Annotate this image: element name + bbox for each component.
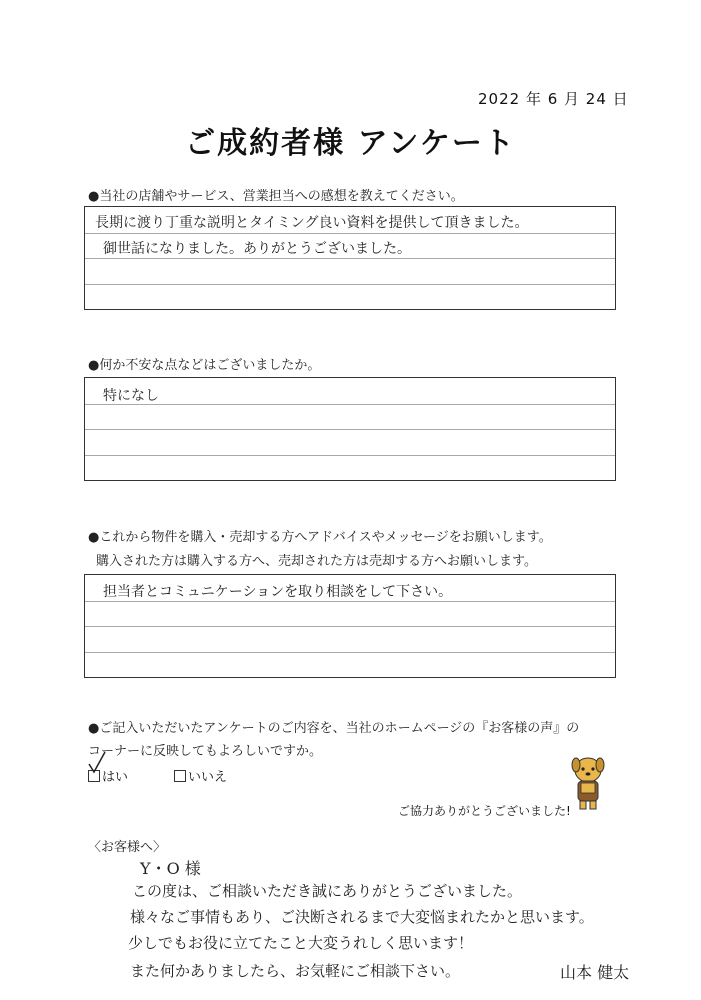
- answer-line: 担当者とコミュニケーションを取り相談をして下さい。: [103, 584, 453, 600]
- dog-mascot-icon: [568, 755, 608, 813]
- answer-box-advice: [84, 574, 616, 678]
- question-advice-line1: ●これから物件を購入・売却する方へアドバイスやメッセージをお願いします。: [88, 530, 552, 545]
- page-title: ご成約者様 アンケート: [185, 126, 516, 161]
- answer-line: 特になし: [103, 388, 159, 404]
- thanks-message: ご協力ありがとうございました!: [398, 804, 571, 818]
- option-no-label: いいえ: [188, 770, 228, 785]
- option-no[interactable]: [174, 766, 227, 785]
- reply-line: この度は、ご相談いただき誠にありがとうございました。: [132, 882, 523, 900]
- checkmark-icon: [86, 750, 108, 776]
- reply-line: また何かありましたら、お気軽にご相談下さい。: [130, 962, 461, 980]
- reply-addressee: Y・O 様: [140, 859, 201, 878]
- survey-date: 2022 年 6 月 24 日: [478, 90, 629, 108]
- answer-box-impressions: [84, 206, 616, 310]
- question-impressions: ●当社の店舗やサービス、営業担当への感想を教えてください。: [88, 189, 464, 204]
- reply-line: 様々なご事情もあり、ご決断されるまで大変悩まれたかと思います。: [130, 908, 594, 926]
- answer-line: 御世話になりました。ありがとうございました。: [103, 241, 411, 257]
- reply-signature: 山本 健太: [560, 963, 630, 982]
- question-publish-line1: ●ご記入いただいたアンケートのご内容を、当社のホームページの『お客様の声』の: [88, 721, 580, 736]
- checkbox-no[interactable]: [174, 770, 186, 782]
- answer-line: 長期に渡り丁重な説明とタイミング良い資料を提供して頂きました。: [95, 215, 529, 231]
- reply-line: 少しでもお役に立てたこと大変うれしく思います！: [128, 934, 474, 952]
- question-advice-line2: 購入された方は購入する方へ、売却された方は売却する方へお願いします。: [96, 554, 537, 569]
- option-yes-label: はい: [102, 770, 129, 785]
- reply-heading: 〈お客様へ〉: [88, 840, 167, 855]
- question-concerns: ●何か不安な点などはございましたか。: [88, 358, 321, 373]
- question-publish-line2: コーナーに反映してもよろしいですか。: [88, 744, 323, 759]
- answer-box-concerns: [84, 377, 616, 481]
